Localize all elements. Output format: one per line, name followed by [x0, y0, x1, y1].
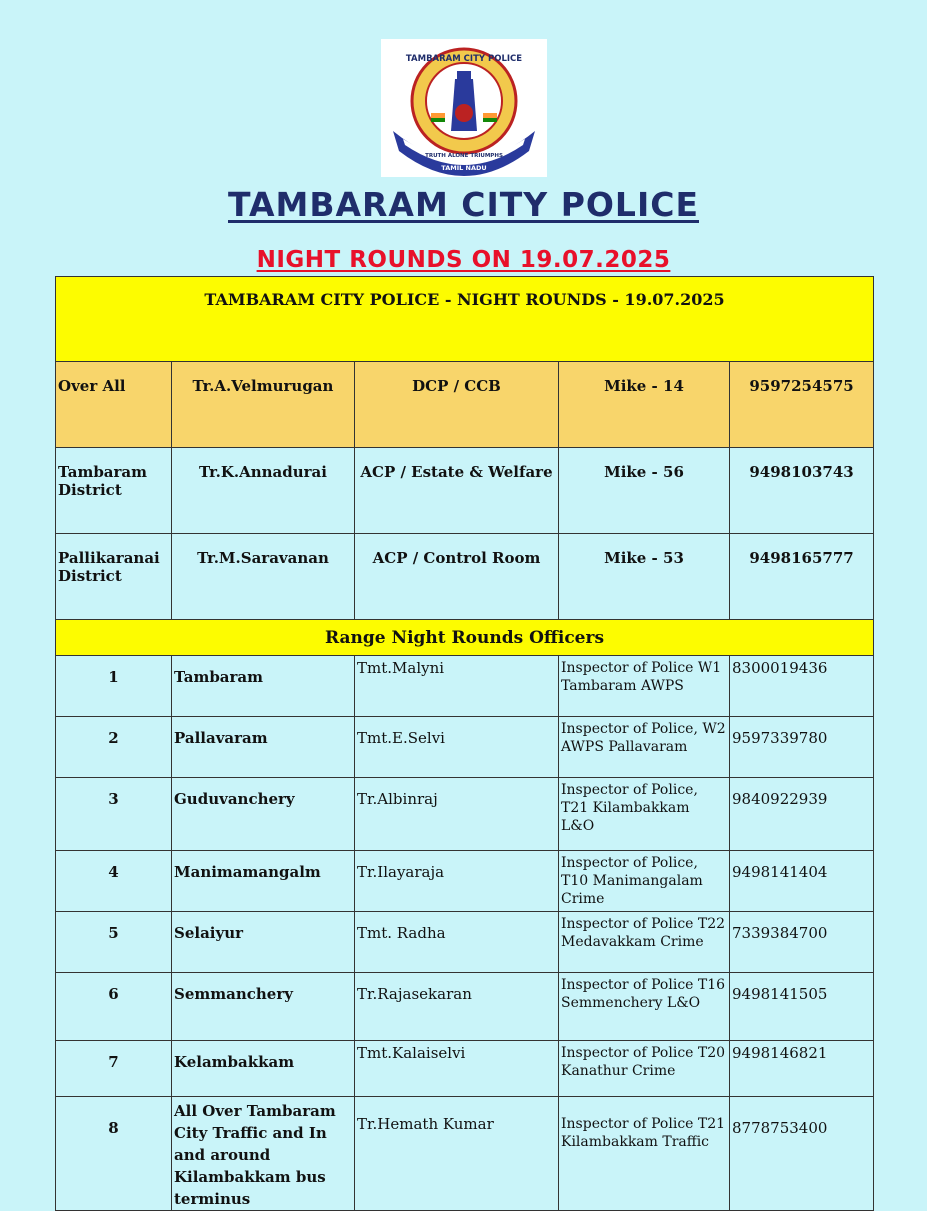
row-designation: Inspector of Police T16 Semmenchery L&O	[559, 973, 730, 1041]
row-phone: 9597339780	[730, 717, 874, 778]
supervisor-designation: DCP / CCB	[355, 362, 559, 448]
supervisor-designation: ACP / Control Room	[355, 534, 559, 620]
supervisor-callsign: Mike - 56	[559, 448, 730, 534]
row-range: All Over Tambaram City Traffic and In and around Kilambakkam bus terminus	[172, 1097, 355, 1211]
table-row	[56, 656, 874, 717]
row-phone: 8778753400	[730, 1097, 874, 1211]
table-row	[56, 973, 874, 1041]
table-row	[56, 778, 874, 851]
row-number: 1	[56, 656, 172, 717]
logo-motto: TRUTH ALONE TRIUMPHS	[425, 153, 503, 159]
row-phone: 9840922939	[730, 778, 874, 851]
row-range: Manimamangalm	[172, 851, 355, 912]
row-officer: Tmt.E.Selvi	[355, 717, 559, 778]
logo-arc-text: TAMBARAM CITY POLICE	[405, 54, 523, 64]
police-logo	[381, 39, 547, 177]
supervisor-designation: ACP / Estate & Welfare	[355, 448, 559, 534]
supervisor-row	[56, 362, 874, 448]
logo-state: TAMIL NADU	[441, 164, 487, 172]
supervisor-row	[56, 448, 874, 534]
night-rounds-table	[55, 276, 874, 1211]
row-number: 3	[56, 778, 172, 851]
row-phone: 9498141404	[730, 851, 874, 912]
emblem-icon	[455, 104, 473, 122]
supervisor-callsign: Mike - 14	[559, 362, 730, 448]
row-number: 4	[56, 851, 172, 912]
row-number: 2	[56, 717, 172, 778]
row-designation: Inspector of Police, W2 AWPS Pallavaram	[559, 717, 730, 778]
row-number: 7	[56, 1041, 172, 1097]
row-range: Kelambakkam	[172, 1041, 355, 1097]
table-header-row	[56, 277, 874, 362]
row-designation: Inspector of Police T22 Medavakkam Crime	[559, 912, 730, 973]
table-row	[56, 912, 874, 973]
row-phone: 9498146821	[730, 1041, 874, 1097]
table-row	[56, 1097, 874, 1211]
row-phone: 7339384700	[730, 912, 874, 973]
row-officer: Tmt.Malyni	[355, 656, 559, 717]
supervisor-officer: Tr.M.Saravanan	[172, 534, 355, 620]
row-designation: Inspector of Police, T21 Kilambakkam L&O	[559, 778, 730, 851]
row-range: Tambaram	[172, 656, 355, 717]
page-title: TAMBARAM CITY POLICE	[228, 185, 699, 224]
supervisor-officer: Tr.K.Annadurai	[172, 448, 355, 534]
row-officer: Tr.Rajasekaran	[355, 973, 559, 1041]
row-designation: Inspector of Police W1 Tambaram AWPS	[559, 656, 730, 717]
range-header-row	[56, 620, 874, 656]
table-row	[56, 851, 874, 912]
supervisor-area: Pallikaranai District	[56, 534, 172, 620]
row-phone: 9498141505	[730, 973, 874, 1041]
page-subtitle: NIGHT ROUNDS ON 19.07.2025	[256, 247, 671, 273]
row-range: Guduvanchery	[172, 778, 355, 851]
row-designation: Inspector of Police, T10 Manimangalam Crime	[559, 851, 730, 912]
row-officer: Tmt.Kalaiselvi	[355, 1041, 559, 1097]
row-officer: Tr.Ilayaraja	[355, 851, 559, 912]
row-officer: Tmt. Radha	[355, 912, 559, 973]
table-row	[56, 717, 874, 778]
row-number: 6	[56, 973, 172, 1041]
supervisor-callsign: Mike - 53	[559, 534, 730, 620]
row-officer: Tr.Hemath Kumar	[355, 1097, 559, 1211]
row-range: Pallavaram	[172, 717, 355, 778]
row-range: Semmanchery	[172, 973, 355, 1041]
supervisor-area: Over All	[56, 362, 172, 448]
supervisor-phone: 9597254575	[730, 362, 874, 448]
row-number: 5	[56, 912, 172, 973]
table-header: TAMBARAM CITY POLICE - NIGHT ROUNDS - 19.07.2025	[56, 277, 874, 362]
row-number: 8	[56, 1097, 172, 1211]
supervisor-officer: Tr.A.Velmurugan	[172, 362, 355, 448]
table-row	[56, 1041, 874, 1097]
supervisor-area: Tambaram District	[56, 448, 172, 534]
range-header: Range Night Rounds Officers	[56, 620, 874, 656]
row-range: Selaiyur	[172, 912, 355, 973]
row-phone: 8300019436	[730, 656, 874, 717]
supervisor-phone: 9498103743	[730, 448, 874, 534]
row-officer: Tr.Albinraj	[355, 778, 559, 851]
row-designation: Inspector of Police T21 Kilambakkam Traffic	[559, 1097, 730, 1211]
supervisor-row	[56, 534, 874, 620]
supervisor-phone: 9498165777	[730, 534, 874, 620]
row-designation: Inspector of Police T20 Kanathur Crime	[559, 1041, 730, 1097]
